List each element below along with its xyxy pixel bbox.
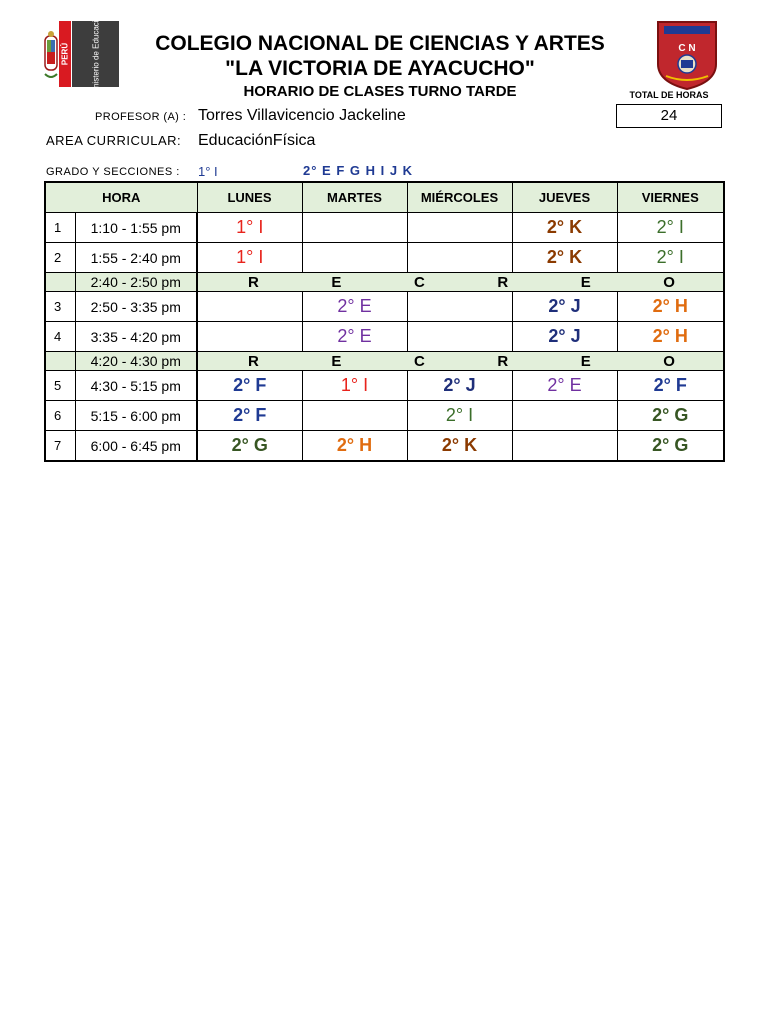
schedule-title: HORARIO DE CLASES TURNO TARDE <box>243 83 517 100</box>
class-cell-lunes: 2° F <box>197 371 302 401</box>
recreo-letter: C <box>413 352 425 370</box>
time-slot: 1:10 - 1:55 pm <box>75 213 197 243</box>
class-cell-viernes: 2° G <box>617 401 724 431</box>
recreo-letter: O <box>663 352 675 370</box>
class-cell-lunes: 2° G <box>197 431 302 462</box>
recreo-letter: C <box>413 273 425 291</box>
grado-second-grade: 2° E F G H I J K <box>303 163 414 178</box>
row-number: 4 <box>45 322 75 352</box>
table-row <box>45 243 724 273</box>
recreo-letter: R <box>497 273 509 291</box>
grado-label: GRADO Y SECCIONES : <box>46 166 180 178</box>
recreo-letter: E <box>331 273 342 291</box>
class-cell-viernes: 2° F <box>617 371 724 401</box>
header-viernes: VIERNES <box>617 182 724 213</box>
total-hours-value: 24 <box>616 104 722 128</box>
class-cell-miercoles <box>407 243 512 273</box>
class-cell-jueves <box>512 431 617 462</box>
row-number: 1 <box>45 213 75 243</box>
total-hours-label: TOTAL DE HORAS <box>629 90 709 100</box>
recreo-word <box>198 353 723 370</box>
table-row <box>45 371 724 401</box>
schedule-body <box>45 213 724 462</box>
time-slot: 3:35 - 4:20 pm <box>75 322 197 352</box>
row-number <box>45 273 75 292</box>
header-martes: MARTES <box>302 182 407 213</box>
recreo-letter: E <box>580 352 591 370</box>
ministry-label-box <box>72 11 119 97</box>
school-crest-icon <box>656 18 718 90</box>
peru-label: PERÚ <box>60 42 70 66</box>
time-slot: 2:40 - 2:50 pm <box>75 273 197 292</box>
class-cell-martes <box>302 401 407 431</box>
class-cell-martes: 2° E <box>302 292 407 322</box>
time-slot: 4:20 - 4:30 pm <box>75 352 197 371</box>
recreo-letter: E <box>580 273 591 291</box>
recreo-word <box>198 274 723 291</box>
row-number: 6 <box>45 401 75 431</box>
class-cell-lunes <box>197 292 302 322</box>
class-cell-miercoles: 2° J <box>407 371 512 401</box>
row-number <box>45 352 75 371</box>
school-name-line1: COLEGIO NACIONAL DE CIENCIAS Y ARTES <box>155 32 605 55</box>
class-cell-lunes: 1° I <box>197 243 302 273</box>
grado-first-grade: 1° I <box>198 164 218 179</box>
peru-label-box <box>59 21 71 87</box>
header-lunes: LUNES <box>197 182 302 213</box>
class-cell-miercoles: 2° I <box>407 401 512 431</box>
recreo-letter: R <box>497 352 509 370</box>
class-cell-martes <box>302 243 407 273</box>
recreo-letter: R <box>248 352 259 370</box>
recreo-letter: R <box>248 273 259 291</box>
class-cell-jueves: 2° K <box>512 243 617 273</box>
row-number: 2 <box>45 243 75 273</box>
class-cell-miercoles <box>407 322 512 352</box>
header-hora: HORA <box>45 182 197 213</box>
class-cell-lunes: 2° F <box>197 401 302 431</box>
class-cell-viernes: 2° I <box>617 243 724 273</box>
table-row <box>45 431 724 462</box>
class-cell-viernes: 2° H <box>617 322 724 352</box>
class-cell-martes: 2° H <box>302 431 407 462</box>
profesor-name: Torres Villavicencio Jackeline <box>198 107 406 124</box>
table-header-row <box>45 182 724 213</box>
row-number: 5 <box>45 371 75 401</box>
class-cell-jueves <box>512 401 617 431</box>
time-slot: 1:55 - 2:40 pm <box>75 243 197 273</box>
time-slot: 5:15 - 6:00 pm <box>75 401 197 431</box>
crest-label: C N <box>678 43 696 54</box>
recreo-cell <box>197 273 724 292</box>
class-cell-lunes: 1° I <box>197 213 302 243</box>
class-cell-jueves: 2° K <box>512 213 617 243</box>
profesor-label: PROFESOR (A) : <box>95 111 187 123</box>
recreo-row <box>45 273 724 292</box>
ministry-label: Ministerio de Educación <box>91 11 100 97</box>
class-cell-martes <box>302 213 407 243</box>
peru-shield-icon <box>44 26 58 82</box>
school-name-line2: "LA VICTORIA DE AYACUCHO" <box>225 57 535 80</box>
class-cell-viernes: 2° I <box>617 213 724 243</box>
area-value: EducaciónFísica <box>198 132 316 149</box>
header-miercoles: MIÉRCOLES <box>407 182 512 213</box>
recreo-letter: O <box>663 273 675 291</box>
class-cell-miercoles <box>407 213 512 243</box>
row-number: 7 <box>45 431 75 462</box>
time-slot: 2:50 - 3:35 pm <box>75 292 197 322</box>
recreo-row <box>45 352 724 371</box>
class-cell-viernes: 2° H <box>617 292 724 322</box>
class-cell-viernes: 2° G <box>617 431 724 462</box>
recreo-letter: E <box>331 352 342 370</box>
class-cell-lunes <box>197 322 302 352</box>
recreo-cell <box>197 352 724 371</box>
time-slot: 4:30 - 5:15 pm <box>75 371 197 401</box>
class-cell-martes: 2° E <box>302 322 407 352</box>
table-row <box>45 322 724 352</box>
class-cell-jueves: 2° J <box>512 322 617 352</box>
row-number: 3 <box>45 292 75 322</box>
class-cell-miercoles <box>407 292 512 322</box>
area-label: AREA CURRICULAR: <box>46 133 182 148</box>
schedule-table <box>44 181 725 462</box>
class-cell-miercoles: 2° K <box>407 431 512 462</box>
class-cell-martes: 1° I <box>302 371 407 401</box>
header-jueves: JUEVES <box>512 182 617 213</box>
table-row <box>45 213 724 243</box>
table-row <box>45 292 724 322</box>
time-slot: 6:00 - 6:45 pm <box>75 431 197 462</box>
table-row <box>45 401 724 431</box>
class-cell-jueves: 2° J <box>512 292 617 322</box>
class-cell-jueves: 2° E <box>512 371 617 401</box>
